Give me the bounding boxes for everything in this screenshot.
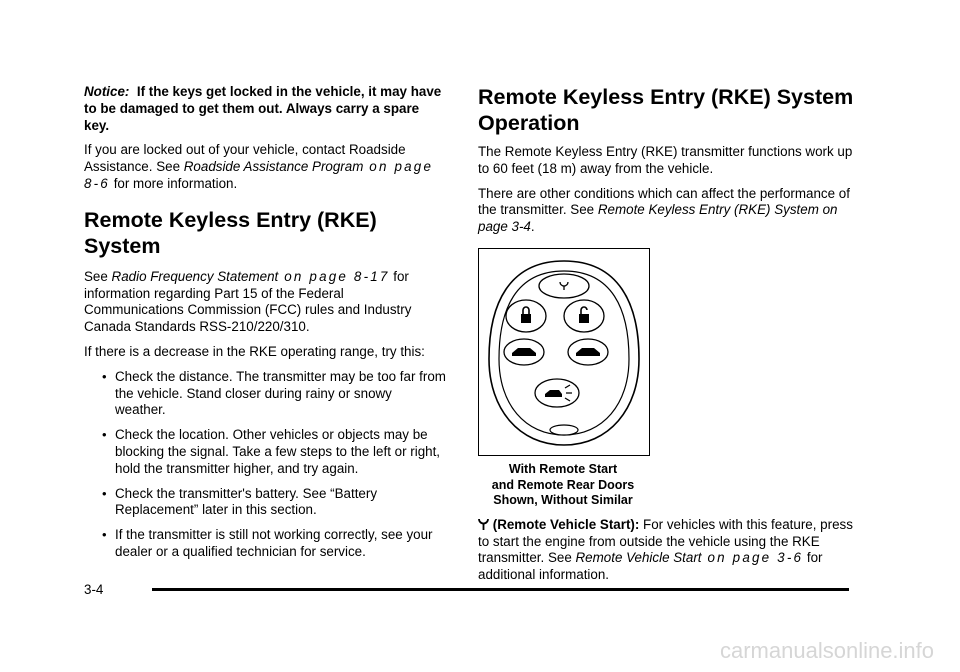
radio-frequency-link-title[interactable]: Radio Frequency Statement bbox=[111, 268, 279, 284]
remote-start-link-page[interactable]: on page 3‑6 bbox=[701, 550, 804, 566]
list-item bbox=[102, 527, 446, 561]
lock-icon bbox=[521, 314, 531, 323]
see-text: See bbox=[84, 268, 112, 284]
locked-out-text-end: for more information. bbox=[109, 175, 238, 191]
bullet-icon: • bbox=[102, 527, 107, 543]
list-item-text: Check the distance. The transmitter may be too far from the vehicle. Stand closer during rainy or snowy weather. bbox=[115, 368, 446, 418]
decrease-paragraph: If there is a decrease in the RKE operating range, try this: bbox=[84, 343, 425, 359]
radio-frequency-link-page[interactable]: on page 8‑17 bbox=[278, 268, 390, 284]
list-item bbox=[102, 368, 446, 419]
intro-paragraph: The Remote Keyless Entry (RKE) transmitter functions work up to 60 feet (18 m) away from the vehicle. bbox=[478, 144, 853, 176]
list-item-text: Check the location. Other vehicles or objects may be blocking the signal. Take a few steps to the left or right, hold the transmitter higher, and try again. bbox=[115, 427, 441, 476]
list-item-text: If the transmitter is still not working correctly, see your dealer or a qualified technician for service. bbox=[115, 527, 433, 559]
notice-label: Notice: bbox=[84, 84, 130, 99]
remote-start-symbol-icon bbox=[478, 517, 489, 531]
rke-operation-heading: Remote Keyless Entry (RKE) System Operation bbox=[478, 85, 854, 135]
remote-start-label: (Remote Vehicle Start): bbox=[492, 516, 640, 532]
caption-line: With Remote Start bbox=[508, 461, 618, 476]
remote-start-link-title[interactable]: Remote Vehicle Start bbox=[575, 550, 702, 566]
remote-start-text: For vehicles with this feature, press to start the engine from outside the vehicle using the RKE transmitter. See bbox=[478, 516, 853, 566]
caption-line: Shown, Without Similar bbox=[493, 493, 633, 508]
list-item-text: Check the transmitter's battery. See “Battery Replacement” later in this section. bbox=[115, 485, 378, 518]
bullet-icon: • bbox=[102, 485, 107, 501]
key-fob-figure bbox=[478, 248, 650, 456]
footer-divider bbox=[152, 588, 849, 591]
watermark: carmanualsonline.info bbox=[720, 638, 935, 663]
conditions-text: There are other conditions which can affect the performance of the transmitter. See bbox=[478, 185, 850, 218]
left-column bbox=[84, 84, 446, 569]
see-paragraph bbox=[84, 269, 446, 336]
bullet-icon: • bbox=[102, 368, 107, 384]
notice-paragraph bbox=[84, 84, 446, 134]
unlock-icon bbox=[579, 314, 589, 323]
caption-line: and Remote Rear Doors bbox=[491, 477, 635, 492]
remote-start-paragraph bbox=[478, 517, 854, 584]
page-number: 3-4 bbox=[84, 582, 104, 597]
right-column bbox=[478, 84, 854, 584]
conditions-text-end: . bbox=[530, 219, 535, 235]
key-fob-illustration bbox=[479, 249, 649, 455]
conditions-paragraph bbox=[478, 186, 854, 236]
rke-system-link[interactable]: Remote Keyless Entry (RKE) System on page 3‑4 bbox=[478, 202, 838, 235]
rke-heading: Remote Keyless Entry (RKE) System bbox=[84, 207, 377, 258]
list-item bbox=[102, 427, 446, 477]
notice-text: If the keys get locked in the vehicle, it may have to be damaged to get them out. Always carry a spare key. bbox=[84, 84, 442, 133]
bullet-icon: • bbox=[102, 427, 107, 443]
roadside-link-page[interactable]: on page 8‑6 bbox=[84, 159, 434, 191]
locked-out-paragraph bbox=[84, 142, 446, 192]
figure-caption bbox=[478, 462, 648, 509]
fob-ring-slot bbox=[550, 425, 578, 435]
remote-start-text-end: for additional information. bbox=[478, 550, 823, 583]
see-text-end: for information regarding Part 15 of the Federal Communications Commission (FCC) rules and Industry Canada Standards RSS‑210/220/310. bbox=[84, 268, 412, 335]
roadside-link-title[interactable]: Roadside Assistance Program bbox=[183, 159, 364, 175]
list-item bbox=[102, 485, 446, 520]
tips-list bbox=[84, 369, 446, 561]
locked-out-text: If you are locked out of your vehicle, contact Roadside Assistance. See bbox=[84, 142, 406, 175]
